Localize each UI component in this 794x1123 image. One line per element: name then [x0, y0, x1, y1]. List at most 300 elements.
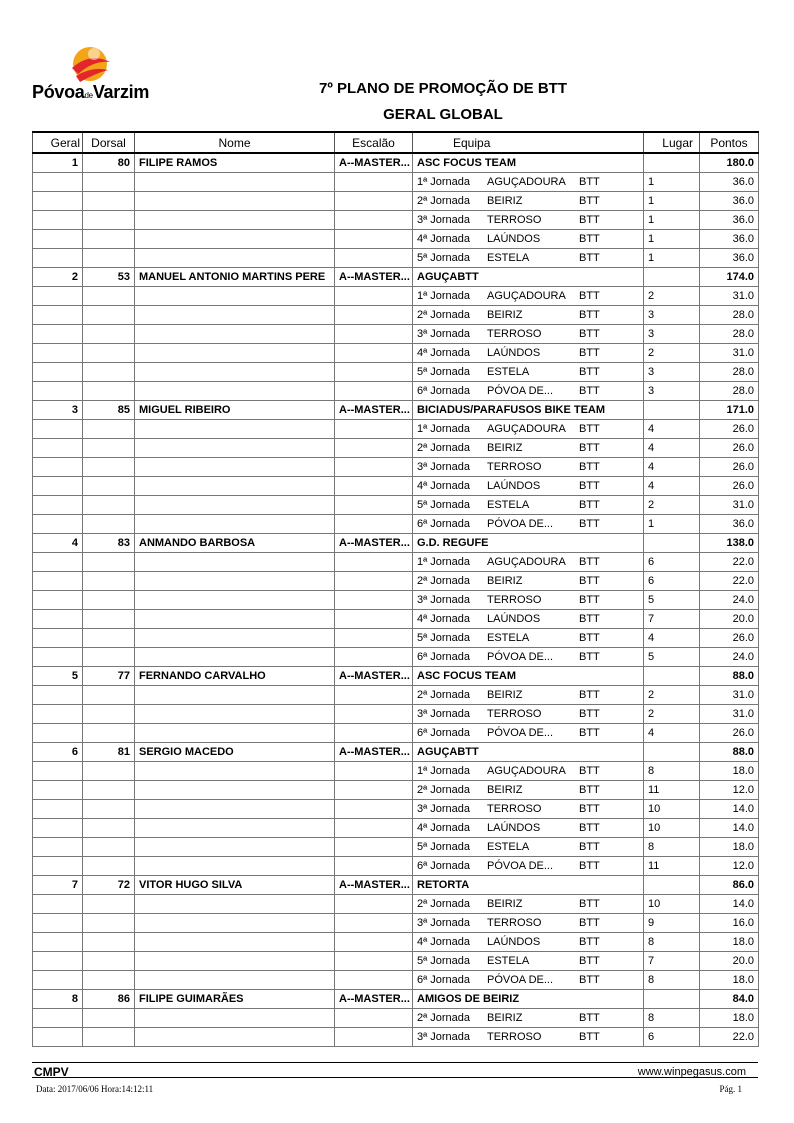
- stage-points: 31.0: [700, 705, 759, 724]
- empty-cell: [135, 838, 335, 857]
- empty-cell: [335, 439, 413, 458]
- empty-cell: [33, 306, 83, 325]
- lugar-cell: [644, 268, 700, 287]
- stage-place: 7: [644, 610, 700, 629]
- escalao-cell: A--MASTER...: [335, 268, 413, 287]
- stage-points: 36.0: [700, 173, 759, 192]
- rider-row: [33, 990, 759, 1009]
- stage-discipline: BTT: [579, 841, 600, 853]
- stage-row: [33, 724, 759, 743]
- stage-place: 4: [644, 477, 700, 496]
- empty-cell: [33, 629, 83, 648]
- stage-row: [33, 230, 759, 249]
- stage-place: 1: [644, 515, 700, 534]
- empty-cell: [83, 610, 135, 629]
- stage-cell: [413, 933, 644, 952]
- stage-round: 2ª Jornada: [417, 195, 470, 207]
- empty-cell: [83, 952, 135, 971]
- stage-points: 24.0: [700, 591, 759, 610]
- stage-discipline: BTT: [579, 974, 600, 986]
- stage-round: 2ª Jornada: [417, 898, 470, 910]
- empty-cell: [83, 515, 135, 534]
- empty-cell: [83, 724, 135, 743]
- empty-cell: [33, 686, 83, 705]
- stage-row: [33, 648, 759, 667]
- stage-points: 14.0: [700, 895, 759, 914]
- empty-cell: [83, 914, 135, 933]
- empty-cell: [83, 192, 135, 211]
- stage-cell: [413, 1009, 644, 1028]
- stage-location: PÓVOA DE...: [487, 385, 554, 397]
- empty-cell: [83, 971, 135, 990]
- empty-cell: [83, 477, 135, 496]
- empty-cell: [83, 496, 135, 515]
- stage-round: 6ª Jornada: [417, 651, 470, 663]
- lugar-cell: [644, 743, 700, 762]
- empty-cell: [135, 458, 335, 477]
- stage-round: 6ª Jornada: [417, 518, 470, 530]
- empty-cell: [335, 382, 413, 401]
- stage-row: [33, 629, 759, 648]
- stage-row: [33, 800, 759, 819]
- empty-cell: [33, 382, 83, 401]
- stage-cell: [413, 230, 644, 249]
- stage-discipline: BTT: [579, 727, 600, 739]
- stage-cell: [413, 724, 644, 743]
- stage-round: 2ª Jornada: [417, 1012, 470, 1024]
- stage-location: ESTELA: [487, 366, 530, 378]
- empty-cell: [83, 230, 135, 249]
- stage-discipline: BTT: [579, 613, 600, 625]
- total-points-cell: 171.0: [700, 401, 759, 420]
- empty-cell: [83, 382, 135, 401]
- empty-cell: [135, 686, 335, 705]
- empty-cell: [83, 363, 135, 382]
- stage-cell: [413, 610, 644, 629]
- empty-cell: [83, 895, 135, 914]
- stage-cell: [413, 762, 644, 781]
- empty-cell: [135, 173, 335, 192]
- stage-discipline: BTT: [579, 708, 600, 720]
- stage-cell: [413, 325, 644, 344]
- team-cell: ASC FOCUS TEAM: [413, 153, 644, 173]
- empty-cell: [335, 211, 413, 230]
- stage-discipline: BTT: [579, 556, 600, 568]
- stage-row: [33, 382, 759, 401]
- empty-cell: [33, 515, 83, 534]
- stage-row: [33, 895, 759, 914]
- stage-location: BEIRIZ: [487, 689, 523, 701]
- stage-row: [33, 819, 759, 838]
- total-points-cell: 88.0: [700, 743, 759, 762]
- empty-cell: [335, 914, 413, 933]
- stage-cell: [413, 819, 644, 838]
- total-points-cell: 84.0: [700, 990, 759, 1009]
- stage-points: 22.0: [700, 553, 759, 572]
- stage-points: 31.0: [700, 287, 759, 306]
- stage-place: 6: [644, 572, 700, 591]
- stage-row: [33, 591, 759, 610]
- empty-cell: [83, 287, 135, 306]
- stage-round: 3ª Jornada: [417, 917, 470, 929]
- empty-cell: [135, 762, 335, 781]
- stage-discipline: BTT: [579, 480, 600, 492]
- stage-place: 5: [644, 591, 700, 610]
- empty-cell: [335, 572, 413, 591]
- stage-location: TERROSO: [487, 328, 542, 340]
- name-cell: FILIPE GUIMARÃES: [135, 990, 335, 1009]
- stage-points: 22.0: [700, 1028, 759, 1047]
- team-cell: AGUÇABTT: [413, 268, 644, 287]
- rider-row: [33, 153, 759, 173]
- rank-cell: 3: [33, 401, 83, 420]
- empty-cell: [33, 363, 83, 382]
- stage-discipline: BTT: [579, 765, 600, 777]
- stage-discipline: BTT: [579, 328, 600, 340]
- empty-cell: [33, 173, 83, 192]
- stage-discipline: BTT: [579, 803, 600, 815]
- stage-row: [33, 363, 759, 382]
- name-cell: MANUEL ANTONIO MARTINS PERE: [135, 268, 335, 287]
- stage-points: 26.0: [700, 629, 759, 648]
- stage-points: 18.0: [700, 762, 759, 781]
- empty-cell: [335, 762, 413, 781]
- stage-cell: [413, 572, 644, 591]
- stage-discipline: BTT: [579, 252, 600, 264]
- stage-location: AGUÇADOURA: [487, 290, 566, 302]
- stage-cell: [413, 838, 644, 857]
- stage-location: PÓVOA DE...: [487, 651, 554, 663]
- name-cell: VITOR HUGO SILVA: [135, 876, 335, 895]
- stage-discipline: BTT: [579, 347, 600, 359]
- stage-round: 3ª Jornada: [417, 214, 470, 226]
- stage-round: 1ª Jornada: [417, 423, 470, 435]
- stage-place: 8: [644, 762, 700, 781]
- empty-cell: [135, 496, 335, 515]
- stage-points: 36.0: [700, 515, 759, 534]
- stage-cell: [413, 363, 644, 382]
- stage-location: LAÚNDOS: [487, 480, 541, 492]
- stage-cell: [413, 1028, 644, 1047]
- stage-points: 36.0: [700, 192, 759, 211]
- empty-cell: [135, 1009, 335, 1028]
- stage-round: 2ª Jornada: [417, 689, 470, 701]
- stage-cell: [413, 895, 644, 914]
- stage-place: 8: [644, 933, 700, 952]
- empty-cell: [33, 724, 83, 743]
- empty-cell: [33, 952, 83, 971]
- empty-cell: [83, 572, 135, 591]
- dorsal-cell: 53: [83, 268, 135, 287]
- escalao-cell: A--MASTER...: [335, 990, 413, 1009]
- stage-cell: [413, 211, 644, 230]
- empty-cell: [335, 933, 413, 952]
- total-points-cell: 180.0: [700, 153, 759, 173]
- stage-place: 3: [644, 382, 700, 401]
- stage-cell: [413, 287, 644, 306]
- empty-cell: [335, 249, 413, 268]
- lugar-cell: [644, 534, 700, 553]
- stage-round: 1ª Jornada: [417, 176, 470, 188]
- stage-location: BEIRIZ: [487, 309, 523, 321]
- stage-cell: [413, 800, 644, 819]
- name-cell: SERGIO MACEDO: [135, 743, 335, 762]
- stage-discipline: BTT: [579, 689, 600, 701]
- stage-discipline: BTT: [579, 385, 600, 397]
- empty-cell: [83, 819, 135, 838]
- escalao-cell: A--MASTER...: [335, 743, 413, 762]
- empty-cell: [83, 553, 135, 572]
- empty-cell: [335, 230, 413, 249]
- empty-cell: [335, 648, 413, 667]
- stage-row: [33, 344, 759, 363]
- stage-row: [33, 610, 759, 629]
- stage-row: [33, 477, 759, 496]
- stage-cell: [413, 192, 644, 211]
- stage-discipline: BTT: [579, 499, 600, 511]
- stage-place: 4: [644, 439, 700, 458]
- col-header-equipa: Equipa: [413, 132, 644, 153]
- stage-points: 18.0: [700, 971, 759, 990]
- empty-cell: [135, 344, 335, 363]
- empty-cell: [135, 648, 335, 667]
- stage-place: 2: [644, 287, 700, 306]
- stage-round: 2ª Jornada: [417, 575, 470, 587]
- empty-cell: [83, 325, 135, 344]
- stage-discipline: BTT: [579, 176, 600, 188]
- total-points-cell: 86.0: [700, 876, 759, 895]
- stage-cell: [413, 781, 644, 800]
- rider-row: [33, 876, 759, 895]
- stage-location: ESTELA: [487, 955, 530, 967]
- stage-row: [33, 192, 759, 211]
- stage-round: 4ª Jornada: [417, 613, 470, 625]
- stage-discipline: BTT: [579, 575, 600, 587]
- empty-cell: [135, 306, 335, 325]
- escalao-cell: A--MASTER...: [335, 667, 413, 686]
- empty-cell: [33, 325, 83, 344]
- stage-location: LAÚNDOS: [487, 936, 541, 948]
- empty-cell: [135, 572, 335, 591]
- stage-round: 2ª Jornada: [417, 784, 470, 796]
- stage-cell: [413, 553, 644, 572]
- empty-cell: [33, 857, 83, 876]
- stage-location: ESTELA: [487, 499, 530, 511]
- stage-discipline: BTT: [579, 290, 600, 302]
- empty-cell: [33, 211, 83, 230]
- empty-cell: [335, 629, 413, 648]
- empty-cell: [335, 1028, 413, 1047]
- stage-discipline: BTT: [579, 233, 600, 245]
- col-header-nome: Nome: [135, 132, 335, 153]
- stage-location: BEIRIZ: [487, 898, 523, 910]
- stage-discipline: BTT: [579, 1031, 600, 1043]
- page-title: 7º PLANO DE PROMOÇÃO DE BTT: [319, 80, 567, 97]
- stage-location: TERROSO: [487, 214, 542, 226]
- empty-cell: [135, 420, 335, 439]
- stage-place: 4: [644, 458, 700, 477]
- dorsal-cell: 85: [83, 401, 135, 420]
- stage-location: AGUÇADOURA: [487, 176, 566, 188]
- stage-place: 1: [644, 230, 700, 249]
- stage-round: 3ª Jornada: [417, 328, 470, 340]
- stage-place: 2: [644, 705, 700, 724]
- col-header-pontos: Pontos: [700, 132, 759, 153]
- stage-place: 10: [644, 819, 700, 838]
- empty-cell: [83, 838, 135, 857]
- dorsal-cell: 86: [83, 990, 135, 1009]
- team-cell: AGUÇABTT: [413, 743, 644, 762]
- stage-location: TERROSO: [487, 708, 542, 720]
- stage-cell: [413, 952, 644, 971]
- empty-cell: [83, 439, 135, 458]
- empty-cell: [335, 306, 413, 325]
- empty-cell: [135, 952, 335, 971]
- stage-points: 28.0: [700, 363, 759, 382]
- stage-location: BEIRIZ: [487, 575, 523, 587]
- empty-cell: [33, 705, 83, 724]
- stage-location: LAÚNDOS: [487, 233, 541, 245]
- rider-row: [33, 401, 759, 420]
- standings-table: [32, 131, 759, 1047]
- col-header-escalao: Escalão: [335, 132, 413, 153]
- sun-logo-icon: [64, 42, 120, 84]
- stage-place: 11: [644, 781, 700, 800]
- stage-points: 18.0: [700, 1009, 759, 1028]
- rank-cell: 7: [33, 876, 83, 895]
- empty-cell: [83, 648, 135, 667]
- stage-round: 1ª Jornada: [417, 556, 470, 568]
- stage-round: 3ª Jornada: [417, 594, 470, 606]
- stage-place: 8: [644, 1009, 700, 1028]
- footer-website: www.winpegasus.com: [637, 1066, 746, 1078]
- empty-cell: [83, 1009, 135, 1028]
- stage-row: [33, 496, 759, 515]
- stage-cell: [413, 306, 644, 325]
- empty-cell: [335, 857, 413, 876]
- stage-row: [33, 762, 759, 781]
- stage-location: PÓVOA DE...: [487, 974, 554, 986]
- dorsal-cell: 83: [83, 534, 135, 553]
- stage-cell: [413, 420, 644, 439]
- empty-cell: [335, 192, 413, 211]
- stage-location: BEIRIZ: [487, 195, 523, 207]
- empty-cell: [33, 572, 83, 591]
- name-cell: FERNANDO CARVALHO: [135, 667, 335, 686]
- empty-cell: [83, 857, 135, 876]
- empty-cell: [335, 287, 413, 306]
- stage-place: 1: [644, 173, 700, 192]
- stage-points: 26.0: [700, 439, 759, 458]
- stage-discipline: BTT: [579, 214, 600, 226]
- empty-cell: [135, 1028, 335, 1047]
- stage-discipline: BTT: [579, 309, 600, 321]
- stage-round: 3ª Jornada: [417, 708, 470, 720]
- stage-cell: [413, 382, 644, 401]
- empty-cell: [33, 648, 83, 667]
- stage-cell: [413, 496, 644, 515]
- stage-place: 10: [644, 800, 700, 819]
- empty-cell: [33, 610, 83, 629]
- empty-cell: [135, 914, 335, 933]
- stage-place: 3: [644, 325, 700, 344]
- total-points-cell: 88.0: [700, 667, 759, 686]
- stage-cell: [413, 914, 644, 933]
- stage-points: 26.0: [700, 477, 759, 496]
- stage-points: 36.0: [700, 211, 759, 230]
- stage-round: 4ª Jornada: [417, 347, 470, 359]
- empty-cell: [33, 192, 83, 211]
- empty-cell: [335, 686, 413, 705]
- stage-points: 16.0: [700, 914, 759, 933]
- stage-location: PÓVOA DE...: [487, 518, 554, 530]
- col-header-lugar: Lugar: [644, 132, 700, 153]
- empty-cell: [335, 325, 413, 344]
- empty-cell: [135, 819, 335, 838]
- empty-cell: [33, 344, 83, 363]
- escalao-cell: A--MASTER...: [335, 153, 413, 173]
- empty-cell: [83, 591, 135, 610]
- footer-page-number: Pág. 1: [719, 1084, 742, 1094]
- stage-round: 5ª Jornada: [417, 841, 470, 853]
- stage-place: 6: [644, 1028, 700, 1047]
- lugar-cell: [644, 401, 700, 420]
- stage-points: 22.0: [700, 572, 759, 591]
- rider-row: [33, 268, 759, 287]
- empty-cell: [335, 610, 413, 629]
- empty-cell: [33, 1009, 83, 1028]
- stage-discipline: BTT: [579, 1012, 600, 1024]
- col-header-geral: Geral: [33, 132, 83, 153]
- standings-body: [33, 153, 759, 1047]
- col-header-dorsal: Dorsal: [83, 132, 135, 153]
- page-subtitle: GERAL GLOBAL: [383, 106, 503, 123]
- stage-location: PÓVOA DE...: [487, 727, 554, 739]
- stage-cell: [413, 439, 644, 458]
- empty-cell: [83, 1028, 135, 1047]
- stage-cell: [413, 591, 644, 610]
- team-cell: AMIGOS DE BEIRIZ: [413, 990, 644, 1009]
- rank-cell: 2: [33, 268, 83, 287]
- stage-location: LAÚNDOS: [487, 822, 541, 834]
- stage-place: 5: [644, 648, 700, 667]
- empty-cell: [335, 458, 413, 477]
- footer-divider: [32, 1062, 758, 1063]
- footer-org: CMPV: [34, 1065, 69, 1079]
- empty-cell: [33, 971, 83, 990]
- stage-round: 5ª Jornada: [417, 499, 470, 511]
- stage-cell: [413, 477, 644, 496]
- stage-points: 28.0: [700, 382, 759, 401]
- stage-place: 8: [644, 971, 700, 990]
- empty-cell: [335, 838, 413, 857]
- stage-round: 4ª Jornada: [417, 480, 470, 492]
- empty-cell: [135, 933, 335, 952]
- empty-cell: [33, 819, 83, 838]
- dorsal-cell: 80: [83, 153, 135, 173]
- dorsal-cell: 77: [83, 667, 135, 686]
- stage-row: [33, 439, 759, 458]
- empty-cell: [33, 1028, 83, 1047]
- stage-points: 36.0: [700, 249, 759, 268]
- empty-cell: [33, 895, 83, 914]
- stage-round: 6ª Jornada: [417, 860, 470, 872]
- lugar-cell: [644, 876, 700, 895]
- name-cell: MIGUEL RIBEIRO: [135, 401, 335, 420]
- empty-cell: [33, 439, 83, 458]
- stage-discipline: BTT: [579, 632, 600, 644]
- lugar-cell: [644, 667, 700, 686]
